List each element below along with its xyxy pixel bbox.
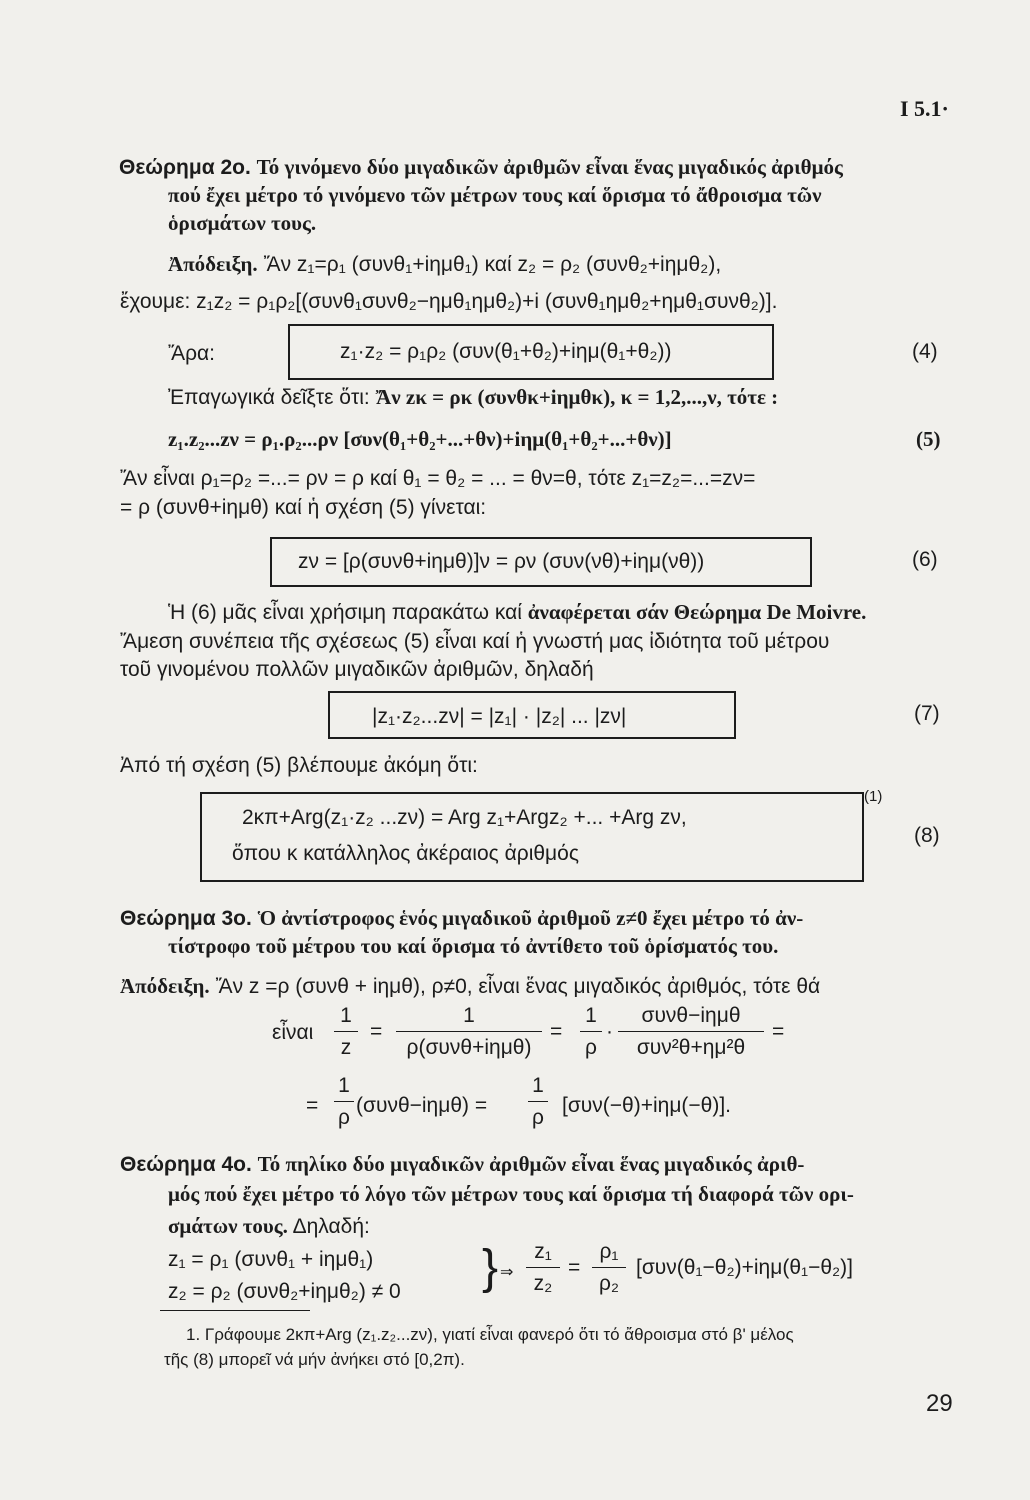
- demoivre-bold: ἀναφέρεται σάν Θεώρημα De Moivre.: [527, 600, 867, 624]
- equation-6: zν = [ρ(συνθ+iημθ)]ν = ρν (συν(νθ)+iημ(νθ)): [298, 550, 705, 573]
- equation-4-number: (4): [912, 340, 938, 363]
- ratio-numerator: ρ₁: [599, 1240, 619, 1263]
- equals-sign-3: =: [772, 1020, 785, 1043]
- equation-5: z₁.z₂...zν = ρ₁.ρ₂...ρν [συν(θ₁+θ₂+...+θν)+iημ(θ₁+θ₂+...+θν)]: [168, 427, 672, 451]
- theorem-2-line-1: Τό γινόμενο δύο μιγαδικῶν ἀριθμῶν εἶναι ἕνας μιγαδικός ἀριθμός: [256, 155, 843, 179]
- equals-sign-4: =: [306, 1094, 319, 1117]
- fraction-6-bar: [528, 1101, 548, 1102]
- middle-expression: (συνθ−iημθ) =: [356, 1094, 488, 1117]
- consequence-line-2: τοῦ γινομένου πολλῶν μιγαδικῶν ἀριθμῶν, δηλαδή: [120, 658, 594, 681]
- condition-1: z₁ = ρ₁ (συνθ₁ + iημθ₁): [168, 1248, 374, 1271]
- page-number: 29: [926, 1390, 953, 1417]
- fraction-6-denominator: ρ: [532, 1106, 544, 1129]
- proof-2-line-2: ἔχουμε: z₁z₂ = ρ₁ρ₂[(συνθ₁συνθ₂−ημθ₁ημθ₂)+i (συνθ₁ημθ₂+ημθ₁συνθ₂)].: [120, 290, 778, 313]
- theorem-4-line-3-bold: σμάτων τους.: [168, 1214, 288, 1238]
- equation-8-line-2: ὅπου κ κατάλληλος ἀκέραιος ἀριθμός: [232, 842, 579, 865]
- fraction-4-denominator: συν²θ+ημ²θ: [636, 1036, 746, 1059]
- proof-2-line-1: [168, 250, 721, 279]
- fraction-5-bar: [334, 1101, 354, 1102]
- fraction-6-numerator: 1: [532, 1074, 544, 1097]
- fraction-1-denominator: z: [340, 1036, 352, 1059]
- fraction-3-denominator: ρ: [585, 1036, 597, 1059]
- equals-sign-2: =: [550, 1020, 563, 1043]
- section-number: I 5.1·: [900, 96, 949, 121]
- equation-7-number: (7): [914, 702, 940, 725]
- fraction-2-denominator: ρ(συνθ+iημθ): [406, 1036, 532, 1059]
- proof-3-label: Ἀπόδειξη.: [120, 974, 210, 998]
- theorem-3-statement: [120, 904, 803, 933]
- theorem-2-statement: [119, 153, 843, 182]
- theorem-3-line-2: τίστροφο τοῦ μέτρου του καί ὅρισμα τό ἀντίθετο τοῦ ὁρίσματός του.: [168, 934, 779, 958]
- einai-label: εἶναι: [272, 1021, 314, 1044]
- result-expression: [συν(−θ)+iημ(−θ)].: [562, 1094, 732, 1117]
- fraction-3-numerator: 1: [585, 1004, 597, 1027]
- fraction-2-bar: [396, 1031, 542, 1032]
- theorem-4-line-1: Τό πηλίκο δύο μιγαδικῶν ἀριθμῶν εἶναι ἕνας μιγαδικός ἀριθ-: [257, 1152, 805, 1176]
- footnote-line-2: τῆς (8) μπορεῖ νά μήν ἀνήκει στό [0,2π).: [164, 1350, 465, 1369]
- theorem-4-line-2: μός πού ἔχει μέτρο τό λόγο τῶν μέτρων τους καί ὅρισμα τή διαφορά τῶν ορι-: [168, 1182, 854, 1206]
- quotient-bar: [526, 1267, 560, 1268]
- theorem-4-label: Θεώρημα 4ο.: [120, 1153, 252, 1176]
- theorem-4-statement: [120, 1150, 804, 1179]
- fraction-4-bar: [618, 1031, 764, 1032]
- theorem-3-line-1: Ὁ ἀντίστροφος ἑνός μιγαδικοῦ ἀριθμοῦ z≠0 ἔχει μέτρο τό ἀν-: [257, 906, 804, 930]
- induction-intro: Ἐπαγωγικά δεῖξτε ὅτι:: [168, 386, 370, 409]
- brace: }: [482, 1241, 499, 1294]
- fraction-4-numerator: συνθ−iημθ: [641, 1004, 741, 1027]
- also-line: Ἀπό τή σχέση (5) βλέπουμε ἀκόμη ὅτι:: [120, 754, 478, 777]
- condition-2: z₂ = ρ₂ (συνθ₂+iημθ₂) ≠ 0: [168, 1280, 401, 1303]
- proof-label: Ἀπόδειξη.: [168, 252, 258, 276]
- consequence-line-1: Ἄμεση συνέπεια τῆς σχέσεως (5) εἶναι καί ἡ γνωστή μας ἰδιότητα τοῦ μέτρου: [120, 630, 830, 653]
- relation-line: = ρ (συνθ+iημθ) καί ἡ σχέση (5) γίνεται:: [120, 496, 487, 519]
- quotient-denominator: z₂: [533, 1272, 553, 1295]
- ratio-denominator: ρ₂: [598, 1272, 620, 1295]
- fraction-3-bar: [580, 1031, 602, 1032]
- fraction-1-numerator: 1: [340, 1004, 352, 1027]
- multiplication-dot: ·: [606, 1020, 613, 1043]
- quotient-equals: =: [568, 1256, 581, 1279]
- demoivre-text: Ἡ (6) μᾶς εἶναι χρήσιμη παρακάτω καί: [168, 601, 522, 624]
- fraction-1-bar: [334, 1031, 358, 1032]
- equation-7: |z₁·z₂...zν| = |z₁| · |z₂| ... |zν|: [372, 705, 627, 728]
- theorem-2-line-3: ὁρισμάτων τους.: [168, 211, 317, 235]
- theorem-2-line-2: πού ἔχει μέτρο τό γινόμενο τῶν μέτρων τους καί ὅρισμα τό ἄθροισμα τῶν: [168, 183, 822, 207]
- induction-statement: Ἄν zκ = ρκ (συνθκ+iημθκ), κ = 1,2,...,ν, τότε :: [375, 385, 779, 409]
- footnote-line-1: 1. Γράφουμε 2κπ+Arg (z₁.z₂...zν), γιατί εἶναι φανερό ὅτι τό ἄθροισμα στό β' μέλος: [186, 1325, 794, 1344]
- footnote-rule: [160, 1310, 310, 1311]
- proof-3-text: Ἄν z =ρ (συνθ + iημθ), ρ≠0, εἶναι ἕνας μιγαδικός ἀριθμός, τότε θά: [215, 975, 821, 998]
- equals-sign-1: =: [370, 1020, 383, 1043]
- theorem-4-line-3-rest: Δηλαδή:: [292, 1215, 370, 1238]
- demoivre-line: [168, 598, 866, 627]
- proof-3-line-1: [120, 972, 820, 1001]
- ara-label: Ἄρα:: [168, 342, 216, 365]
- equation-6-number: (6): [912, 548, 938, 571]
- theorem-2-label: Θεώρημα 2ο.: [119, 156, 251, 179]
- footnote-reference: (1): [864, 788, 883, 805]
- quotient-numerator: z₁: [534, 1240, 552, 1263]
- quotient-result: [συν(θ₁−θ₂)+iημ(θ₁−θ₂)]: [636, 1256, 854, 1279]
- induction-line: [168, 383, 778, 412]
- fraction-5-numerator: 1: [338, 1074, 350, 1097]
- equation-8-number: (8): [914, 824, 940, 847]
- theorem-3-label: Θεώρημα 3ο.: [120, 907, 252, 930]
- ratio-bar: [592, 1267, 626, 1268]
- theorem-4-line-3: [168, 1212, 370, 1241]
- proof-2-text: Ἄν z₁=ρ₁ (συνθ₁+iημθ₁) καί z₂ = ρ₂ (συνθ₂+iημθ₂),: [263, 253, 722, 276]
- fraction-2-numerator: 1: [463, 1004, 475, 1027]
- fraction-5-denominator: ρ: [338, 1106, 350, 1129]
- equation-8-line-1: 2κπ+Arg(z₁·z₂ ...zν) = Arg z₁+Argz₂ +... +Arg zν,: [242, 806, 687, 829]
- implies-arrow: ⇒: [500, 1264, 514, 1281]
- equation-4: z₁·z₂ = ρ₁ρ₂ (συν(θ₁+θ₂)+iημ(θ₁+θ₂)): [340, 340, 672, 363]
- equal-rho-line: Ἄν εἶναι ρ₁=ρ₂ =...= ρν = ρ καί θ₁ = θ₂ = ... = θν=θ, τότε z₁=z₂=...=zν=: [120, 467, 756, 490]
- equation-5-number: (5): [916, 427, 941, 451]
